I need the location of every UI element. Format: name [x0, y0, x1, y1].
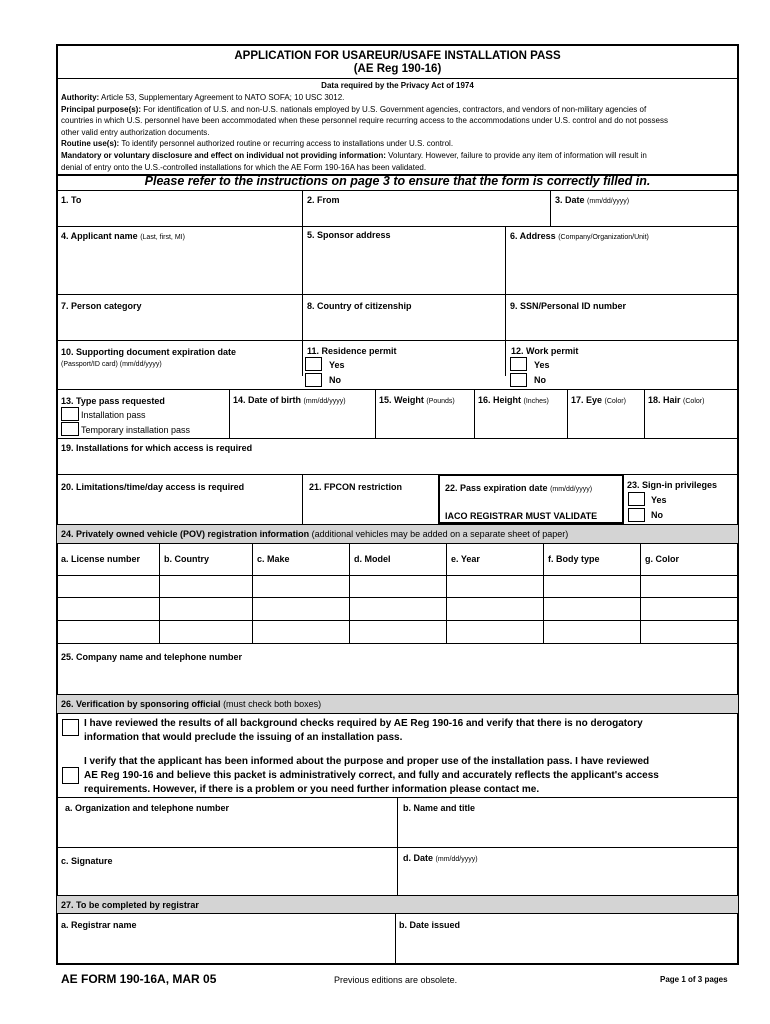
field-sign-date-label: d. Date (mm/dd/yyyy): [403, 853, 478, 863]
field-limitations-label: 20. Limitations/time/day access is required: [61, 482, 245, 492]
page-number: Page 1 of 3 pages: [660, 975, 728, 984]
pov-col-body-type: f. Body type: [548, 554, 600, 564]
authority-text: Article 53, Supplementary Agreement to NATO SOFA; 10 USC 3012.: [101, 93, 345, 102]
editions-note: Previous editions are obsolete.: [334, 975, 458, 985]
pov-col-color: g. Color: [645, 554, 679, 564]
field-to-label: 1. To: [61, 195, 82, 205]
temporary-pass-label: Temporary installation pass: [81, 425, 191, 435]
residence-no-checkbox[interactable]: [305, 373, 322, 387]
residence-yes-checkbox[interactable]: [305, 357, 322, 371]
privacy-heading: Data required by the Privacy Act of 1974: [321, 81, 474, 90]
field-person-category-label: 7. Person category: [61, 301, 142, 311]
field-weight-label: 15. Weight (Pounds): [379, 395, 455, 405]
installation-pass-label: Installation pass: [81, 410, 146, 420]
residence-yes-label: Yes: [329, 360, 345, 370]
pov-section-header: 24. Privately owned vehicle (POV) registration information (additional vehicles may be added on a separate sheet of paper): [61, 529, 569, 539]
purpose-label: Principal purpose(s):: [61, 104, 142, 114]
field-hair-label: 18. Hair (Color): [648, 395, 705, 405]
field-country-label: 8. Country of citizenship: [307, 301, 412, 311]
form-subtitle: (AE Reg 190-16): [353, 63, 442, 75]
pov-col-model: d. Model: [354, 554, 391, 564]
field-signature-label: c. Signature: [61, 856, 113, 866]
mandatory-text: Voluntary. However, failure to provide any item of information will result in: [388, 150, 647, 160]
field-supporting-doc-hint: (Passport/ID card) (mm/dd/yyyy): [61, 361, 162, 368]
divider: [56, 78, 739, 79]
work-yes-label: Yes: [534, 360, 550, 370]
field-eye-label: 17. Eye (Color): [571, 395, 626, 405]
field-name-title-label: b. Name and title: [403, 803, 476, 813]
authority-label: Authority:: [61, 93, 100, 102]
field-org-phone-label: a. Organization and telephone number: [65, 803, 230, 813]
field-fpcon-label: 21. FPCON restriction: [309, 482, 403, 492]
field-date-issued-label: b. Date issued: [399, 920, 461, 930]
work-no-checkbox[interactable]: [510, 373, 527, 387]
field-applicant-name-label: 4. Applicant name (Last, first, MI): [61, 231, 185, 241]
field-residence-permit-label: 11. Residence permit: [307, 346, 397, 356]
purpose-text: For identification of U.S. and non-U.S. nationals employed by U.S. Government agencies, contractors, and vendors of non-military agencies of: [143, 104, 647, 114]
field-installations-label: 19. Installations for which access is required: [61, 443, 253, 453]
field-pass-type-label: 13. Type pass requested: [61, 396, 165, 406]
field-date-label: 3. Date (mm/dd/yyyy): [555, 195, 630, 205]
verify-background-text: I have reviewed the results of all background checks required by AE Reg 190-16 and verify that there is no derogatory information that would preclude the issuing of an installation pass.: [84, 718, 643, 743]
form-id: AE FORM 190-16A, MAR 05: [61, 972, 217, 986]
installation-pass-checkbox[interactable]: [61, 407, 79, 421]
field-supporting-doc-label: 10. Supporting document expiration date: [61, 347, 237, 357]
field-signin-label: 23. Sign-in privileges: [627, 480, 718, 490]
verification-section-header: 26. Verification by sponsoring official (must check both boxes): [61, 699, 322, 709]
signin-no-checkbox[interactable]: [628, 508, 645, 522]
residence-no-label: No: [329, 375, 341, 385]
field-dob-label: 14. Date of birth (mm/dd/yyyy): [233, 395, 346, 405]
purpose-text-3: other valid entry authorization documents.: [61, 127, 210, 137]
field-sponsor-address-label: 5. Sponsor address: [307, 230, 391, 240]
field-pass-expiration-label: 22. Pass expiration date (mm/dd/yyyy): [445, 483, 593, 493]
field-ssn-label: 9. SSN/Personal ID number: [510, 301, 627, 311]
work-yes-checkbox[interactable]: [510, 357, 527, 371]
field-company-label: 25. Company name and telephone number: [61, 652, 243, 662]
verify-background-checkbox[interactable]: [62, 719, 79, 736]
pov-col-license: a. License number: [61, 554, 141, 564]
mandatory-text-2: denial of entry onto the U.S.-controlled installations for which the AE Form 190-16A has been validated.: [61, 162, 427, 172]
signin-no-label: No: [651, 510, 663, 520]
field-registrar-name-label: a. Registrar name: [61, 920, 137, 930]
signin-yes-label: Yes: [651, 495, 667, 505]
field-work-permit-label: 12. Work permit: [511, 346, 579, 356]
pov-col-make: c. Make: [257, 554, 290, 564]
pov-col-country: b. Country: [164, 554, 209, 564]
registrar-section-header: 27. To be completed by registrar: [61, 900, 199, 910]
routine-label: Routine use(s):: [61, 139, 120, 149]
divider: [56, 190, 739, 191]
field-address-label: 6. Address (Company/Organization/Unit): [510, 231, 649, 241]
routine-text: To identify personnel authorized routine or recurring access to installations under U.S. control.: [121, 139, 454, 149]
signin-yes-checkbox[interactable]: [628, 492, 645, 506]
purpose-text-2: countries in which U.S. personnel have been accommodated when these personnel require recurring access to the accommodations under U.S. control and do not possess: [61, 116, 669, 126]
instructions-banner: Please refer to the instructions on page 3 to ensure that the form is correctly filled in.: [144, 174, 651, 188]
registrar-validate-note: IACO REGISTRAR MUST VALIDATE: [445, 511, 598, 521]
work-no-label: No: [534, 375, 546, 385]
temporary-pass-checkbox[interactable]: [61, 422, 79, 436]
field-height-label: 16. Height (Inches): [478, 395, 549, 405]
form-title: APPLICATION FOR USAREUR/USAFE INSTALLATION PASS: [234, 50, 561, 62]
field-from-label: 2. From: [307, 195, 340, 205]
verify-informed-checkbox[interactable]: [62, 767, 79, 784]
pov-col-year: e. Year: [451, 554, 480, 564]
privacy-statement: [61, 92, 736, 173]
verify-informed-text: I verify that the applicant has been informed about the purpose and proper use of the installation pass. I have reviewed AE Reg 190-16 and believe this packet is administratively correct, and fully and accurately reflects the applicant's access requirements. However, if there is a problem or you need further information please contact me.: [84, 756, 659, 795]
mandatory-label: Mandatory or voluntary disclosure and effect on individual not providing information:: [61, 150, 386, 160]
